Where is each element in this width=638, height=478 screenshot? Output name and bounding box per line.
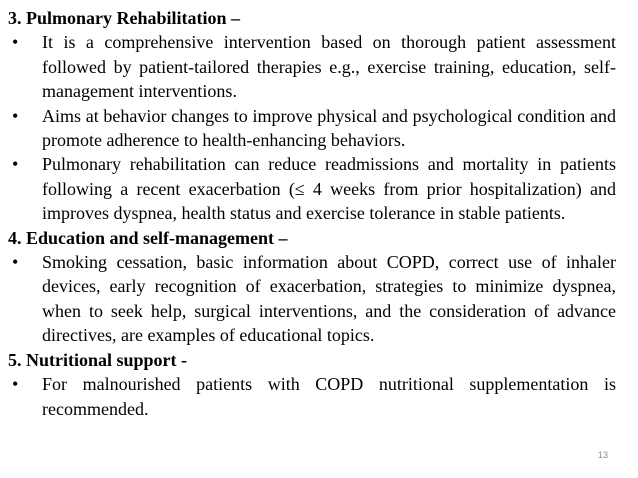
bullet-text: It is a comprehensive intervention based on thorough patient assessment followed by patient-tailored therapies e.g., exercise training, education, self-management interventions. [42,32,616,102]
bullet-icon: • [12,374,19,395]
bullet-item [8,30,616,103]
bullet-item [8,104,616,153]
section-heading-education: 4. Education and self-management – [8,227,288,248]
section-heading-nutritional-support: 5. Nutritional support - [8,349,188,370]
page-number: 13 [597,450,608,460]
bullet-item [8,372,616,421]
bullet-icon: • [12,32,19,53]
bullet-text: Smoking cessation, basic information about COPD, correct use of inhaler devices, early recognition of exacerbation, strategies to minimize dyspnea, when to seek help, surgical interventions, and the consideration of advance directives, are examples of educational topics. [42,252,616,346]
bullet-item [8,152,616,225]
bullet-icon: • [12,154,19,175]
bullet-icon: • [12,105,19,126]
bullet-item [8,250,616,348]
section-heading-pulmonary-rehabilitation: 3. Pulmonary Rehabilitation – [8,8,241,28]
bullet-text: For malnourished patients with COPD nutritional supplementation is recommended. [42,374,616,419]
slide-content [8,6,616,421]
bullet-text: Aims at behavior changes to improve physical and psychological condition and promote adherence to health-enhancing behaviors. [42,105,616,151]
bullet-icon: • [12,252,19,273]
bullet-text: Pulmonary rehabilitation can reduce readmissions and mortality in patients following a recent exacerbation (≤ 4 weeks from prior hospitalization) and improves dyspnea, health status and exercise tolerance in stable patients. [42,154,616,224]
